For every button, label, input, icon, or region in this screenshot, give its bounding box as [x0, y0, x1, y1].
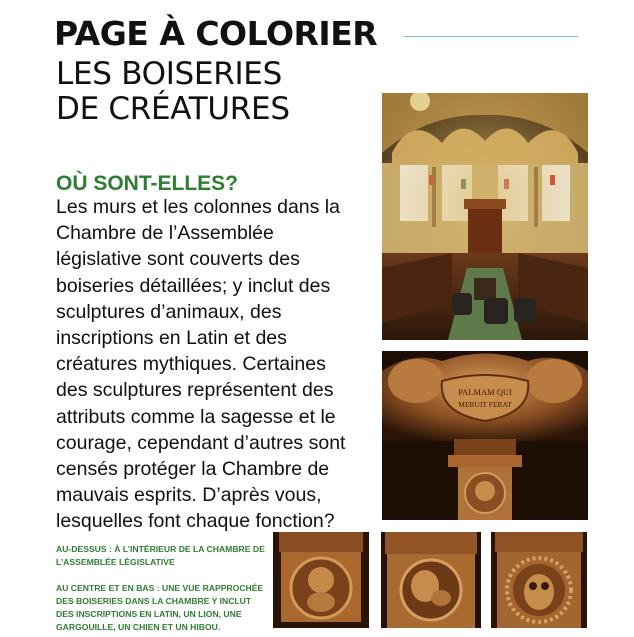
lion-carving-photo	[273, 532, 369, 628]
caption-center: AU CENTRE ET EN BAS : UNE VUE RAPPROCHÉE DES BOISERIES DANS LA CHAMBRE Y INCLUT DES INSCRIPTIONS EN LATIN, UN LION, UNE GARGOUILLE, UN CHIEN ET UN HIBOU.	[56, 583, 264, 632]
inscription-line2: MERUIT FERAT	[458, 400, 512, 409]
header-rule	[404, 36, 578, 37]
page-subtitle-line2: DE CRÉATURES	[56, 91, 290, 127]
section-heading: OÙ SONT-ELLES?	[56, 172, 239, 195]
page-title: PAGE À COLORIER	[54, 14, 378, 53]
owl-carving-photo	[491, 532, 587, 628]
inscription-line1: PALMAM QUI	[458, 387, 512, 397]
gargoyle-carving-photo	[381, 532, 481, 628]
carving-inscription-photo	[382, 351, 588, 520]
chamber-photo	[382, 93, 588, 340]
page-subtitle-line1: LES BOISERIES	[56, 56, 282, 92]
section-body: Les murs et les colonnes dans la Chambre de l’Assemblée législative sont couverts des boiseries détaillées; y inclut des sculptures d’animaux, des inscriptions en Latin et des créatures mythiques. Certaines des sculptures représentent des attributs comme la sagesse et le courage, cependant d’autres sont censés protéger la Chambre de mauvais esprits. D’après vous, lesquelles font chaque fonction?	[56, 196, 346, 533]
caption-above: AU-DESSUS : À L’INTÉRIEUR DE LA CHAMBRE DE L’ASSEMBLÉE LÉGISLATIVE	[56, 544, 265, 567]
